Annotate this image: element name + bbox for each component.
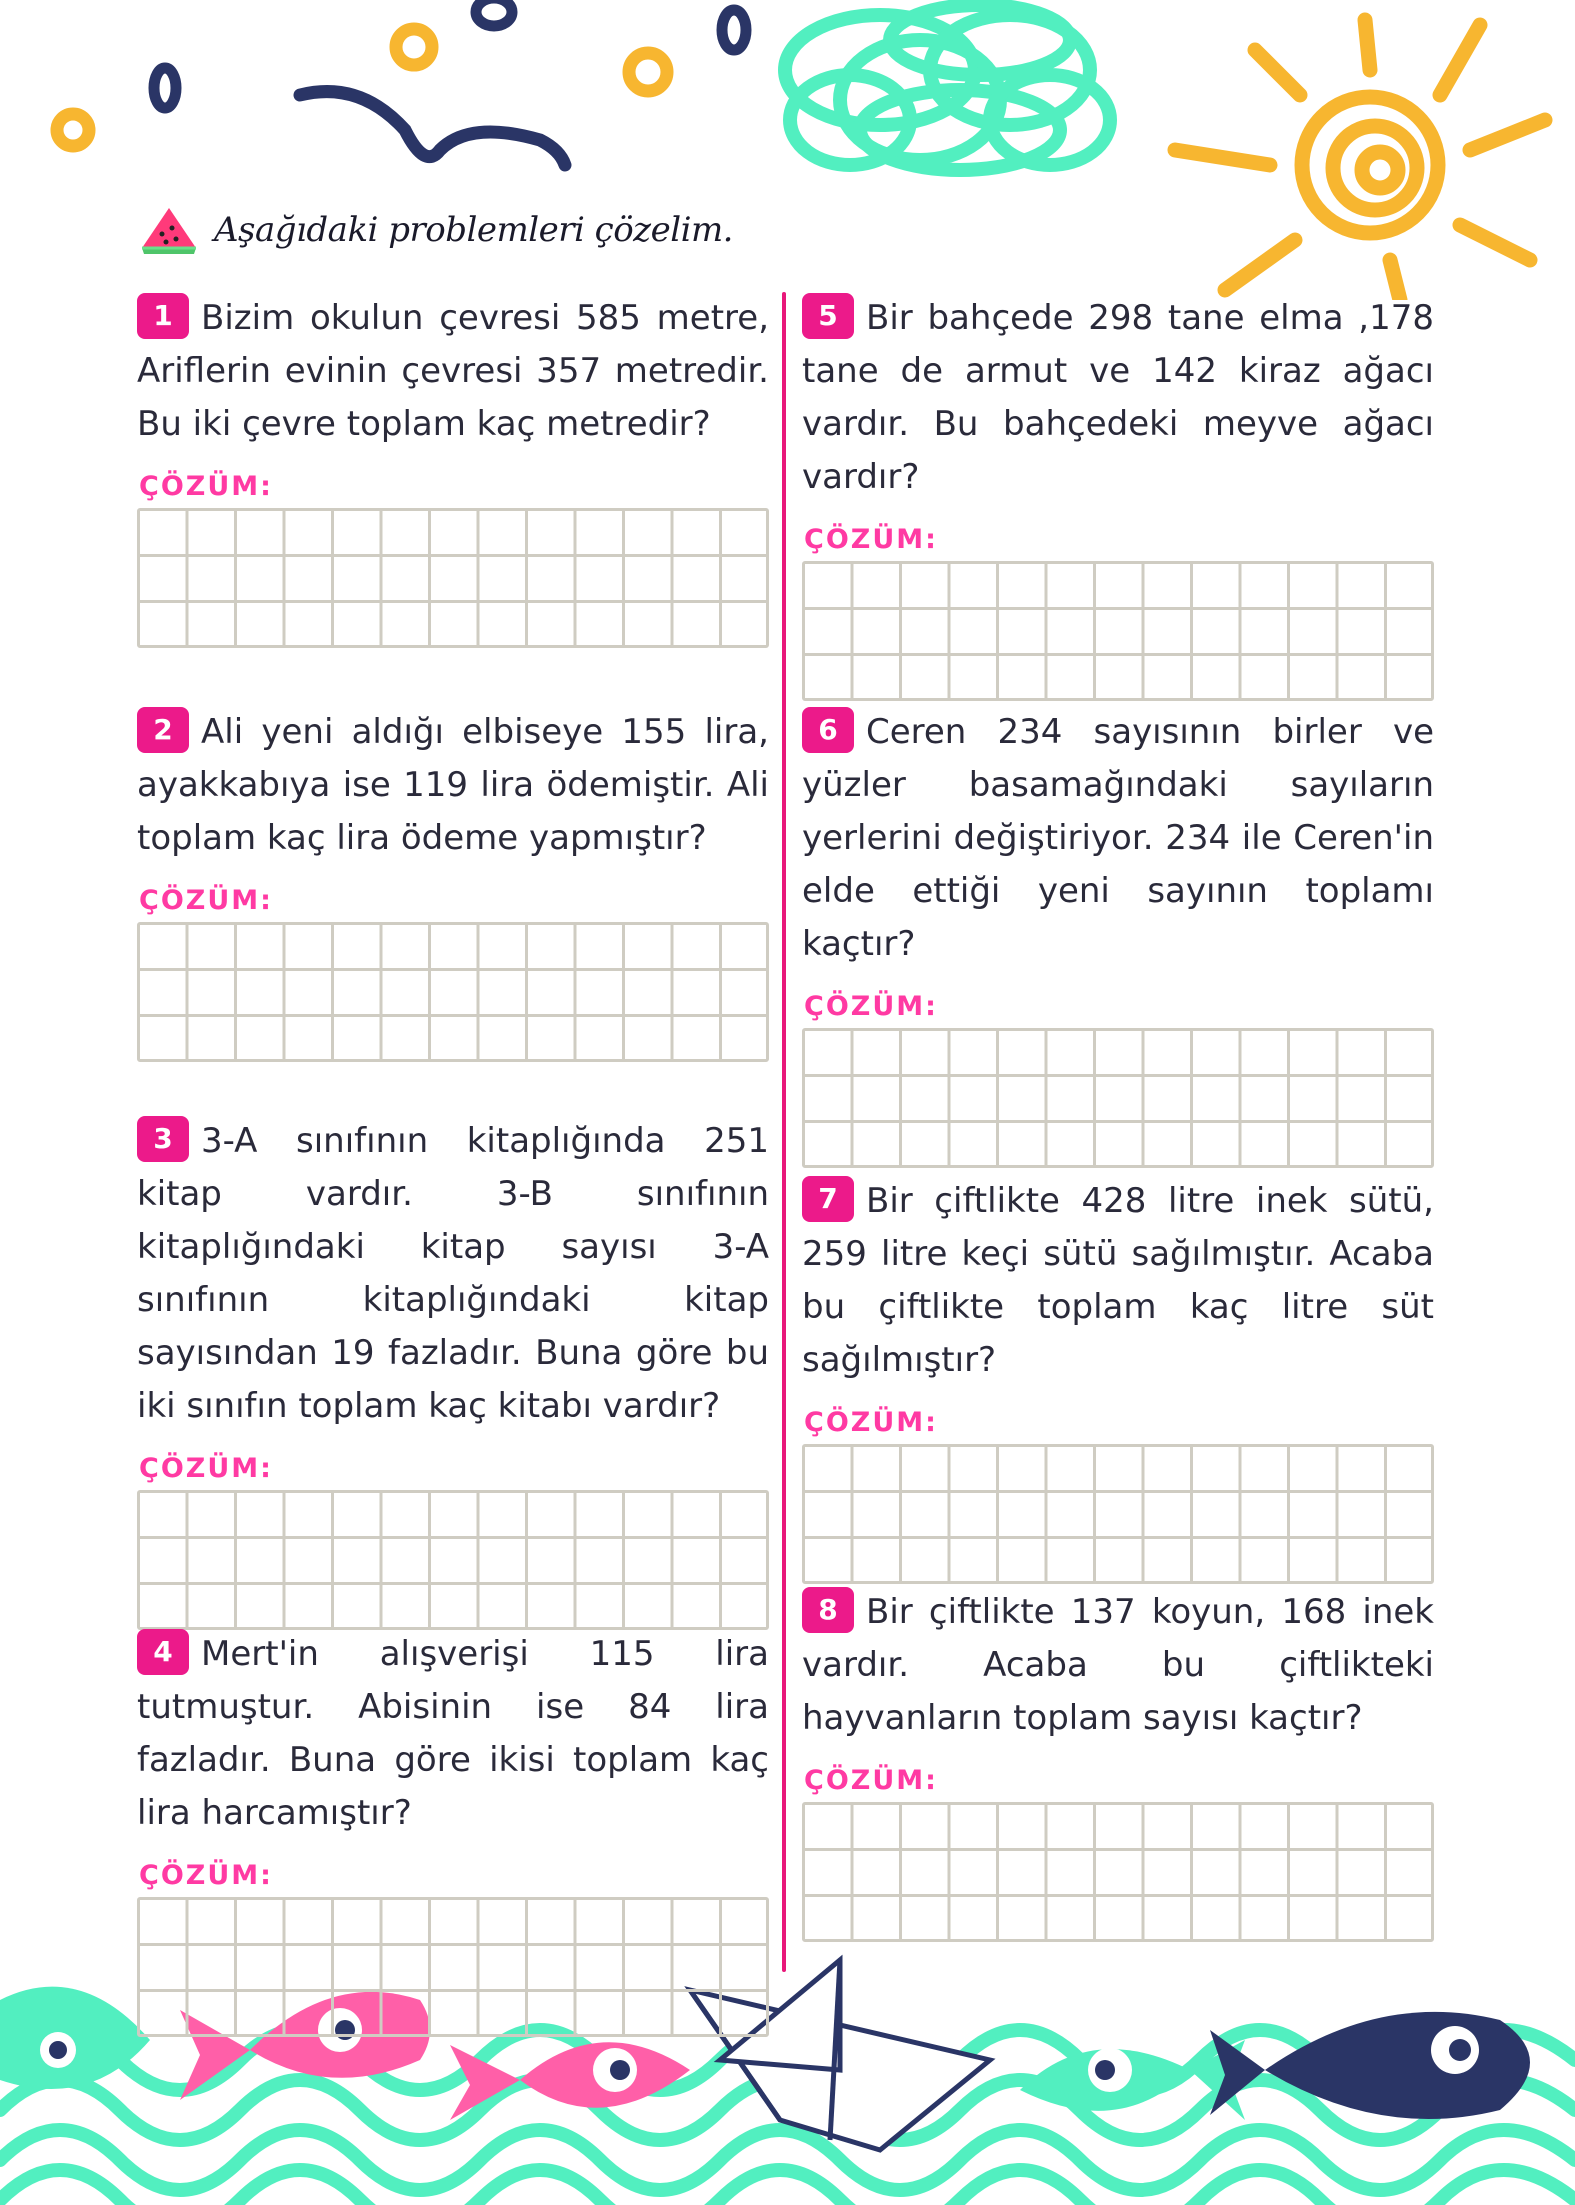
column-divider [782, 292, 786, 1972]
page-title: Aşağıdaki problemleri çözelim. [214, 210, 733, 250]
bird-curve-decoration [300, 92, 565, 165]
solution-grid[interactable] [137, 922, 769, 1062]
pink-fish [450, 2042, 690, 2120]
problem-1 [137, 292, 769, 648]
solution-grid[interactable] [137, 1490, 769, 1630]
yellow-ring-decoration [57, 114, 89, 146]
solution-label: ÇÖZÜM: [804, 991, 938, 1022]
problem-number-badge: 2 [137, 707, 189, 753]
problem-text: 8 Bir çiftlikte 137 koyun, 168 inek vardır. Acaba bu çiftlikteki hayvanların toplam sayısı kaçtır? [802, 1586, 1434, 1745]
navy-ring-decoration [476, 0, 512, 26]
solution-grid[interactable] [802, 1444, 1434, 1584]
mint-waves [0, 2030, 1575, 2205]
solution-label: ÇÖZÜM: [139, 1453, 273, 1484]
problem-8 [802, 1586, 1434, 1942]
problem-2 [137, 706, 769, 1062]
problem-text: 1 Bizim okulun çevresi 585 metre, Ariflerin evinin çevresi 357 metredir. Bu iki çevre toplam kaç metredir? [137, 292, 769, 451]
problem-number-badge: 5 [802, 293, 854, 339]
solution-grid[interactable] [802, 1028, 1434, 1168]
yellow-ring-decoration [396, 29, 432, 65]
problem-number-badge: 7 [802, 1176, 854, 1222]
sun-decoration [1175, 20, 1545, 300]
problem-5 [802, 292, 1434, 701]
navy-fish [1210, 2012, 1530, 2119]
problem-text: 3 3-A sınıfının kitaplığında 251 kitap vardır. 3-B sınıfının kitaplığındaki kitap sayısı 3-A sınıfının kitaplığındaki kitap sayısından 19 fazladır. Buna göre bu iki sınıfın toplam kaç kitabı vardır? [137, 1115, 769, 1433]
solution-grid[interactable] [802, 561, 1434, 701]
problem-number-badge: 8 [802, 1587, 854, 1633]
problem-number-badge: 6 [802, 707, 854, 753]
mint-scribble-cloud [785, 5, 1110, 170]
problem-text: 2 Ali yeni aldığı elbiseye 155 lira, ayakkabıya ise 119 lira ödemiştir. Ali toplam kaç lira ödeme yapmıştır? [137, 706, 769, 865]
problem-6 [802, 706, 1434, 1168]
problem-number-badge: 3 [137, 1116, 189, 1162]
problem-number-badge: 4 [137, 1629, 189, 1675]
mint-fish [1020, 2040, 1245, 2120]
navy-drop-decoration [722, 10, 746, 50]
problem-text: 6 Ceren 234 sayısının birler ve yüzler basamağındaki sayıların yerlerini değiştiriyor. 234 ile Ceren'in elde ettiği yeni sayının toplamı kaçtır? [802, 706, 1434, 971]
problem-text: 4 Mert'in alışverişi 115 lira tutmuştur. Abisinin ise 84 lira fazladır. Buna göre ikisi toplam kaç lira harcamıştır? [137, 1628, 769, 1840]
solution-grid[interactable] [802, 1802, 1434, 1942]
solution-grid[interactable] [137, 508, 769, 648]
problem-7 [802, 1175, 1434, 1584]
solution-label: ÇÖZÜM: [804, 1765, 938, 1796]
solution-grid[interactable] [137, 1897, 769, 2037]
problem-text: 7 Bir çiftlikte 428 litre inek sütü, 259 litre keçi sütü sağılmıştır. Acaba bu çiftlikte toplam kaç litre süt sağılmıştır? [802, 1175, 1434, 1387]
problem-text: 5 Bir bahçede 298 tane elma ,178 tane de armut ve 142 kiraz ağacı vardır. Bu bahçedeki meyve ağacı vardır? [802, 292, 1434, 504]
mint-fish [0, 1987, 150, 2089]
yellow-ring-decoration [629, 53, 667, 91]
instructions-header [140, 200, 733, 260]
problem-number-badge: 1 [137, 293, 189, 339]
problem-3 [137, 1115, 769, 1630]
navy-drop-decoration [154, 68, 176, 108]
watermelon-icon [140, 204, 198, 256]
solution-label: ÇÖZÜM: [139, 1860, 273, 1891]
solution-label: ÇÖZÜM: [139, 471, 273, 502]
solution-label: ÇÖZÜM: [804, 1407, 938, 1438]
problem-4 [137, 1628, 769, 2037]
solution-label: ÇÖZÜM: [804, 524, 938, 555]
solution-label: ÇÖZÜM: [139, 885, 273, 916]
